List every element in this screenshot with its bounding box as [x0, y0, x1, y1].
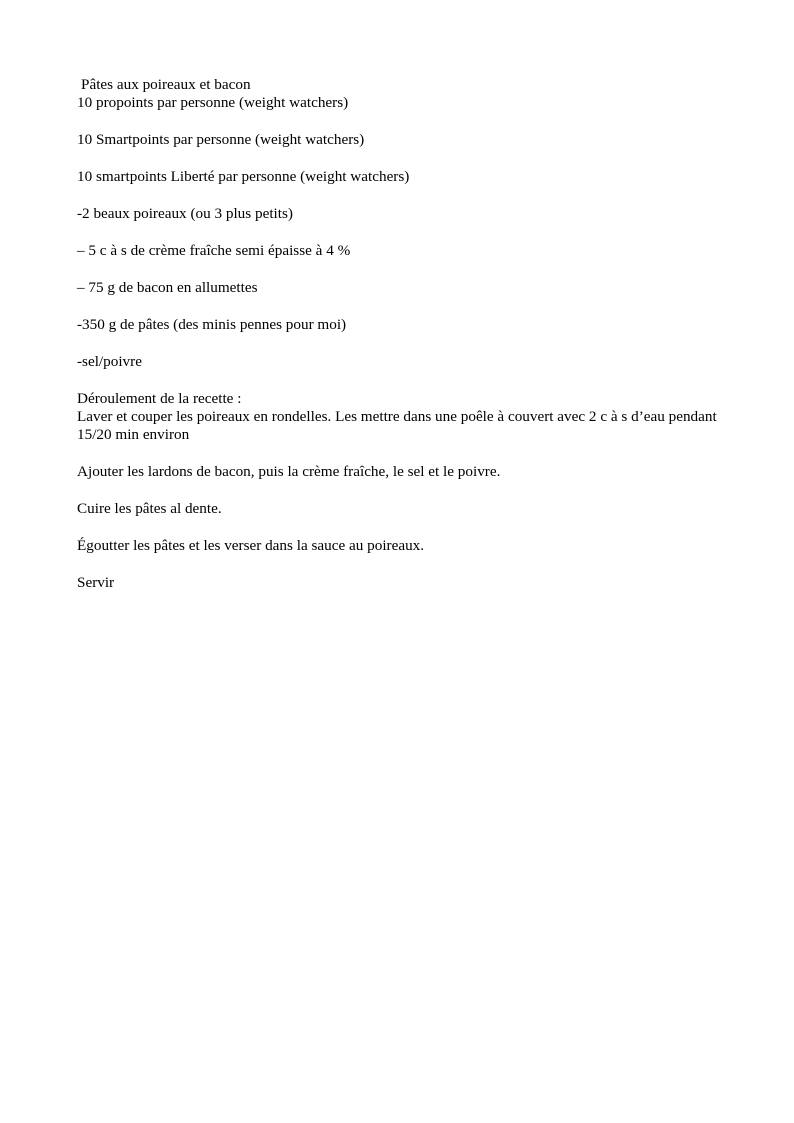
ingredient-item: -2 beaux poireaux (ou 3 plus petits) [77, 205, 293, 222]
document-page [77, 76, 721, 592]
points-propoints: 10 propoints par personne (weight watchers) [77, 94, 349, 111]
method-step: Égoutter les pâtes et les verser dans la sauce au poireaux. [77, 537, 425, 554]
method-step: Laver et couper les poireaux en rondelles. Les mettre dans une poêle à couvert avec 2 c à s d’eau pendant 15/20 min environ [77, 408, 721, 443]
method-step: Ajouter les lardons de bacon, puis la crème fraîche, le sel et le poivre. [77, 463, 501, 480]
method-heading: Déroulement de la recette : [77, 390, 242, 407]
ingredient-item: -350 g de pâtes (des minis pennes pour moi) [77, 316, 347, 333]
ingredient-item: – 5 c à s de crème fraîche semi épaisse à 4 % [77, 242, 351, 259]
points-smartpoints-liberte: 10 smartpoints Liberté par personne (weight watchers) [77, 168, 410, 185]
recipe-title: Pâtes aux poireaux et bacon [81, 76, 251, 93]
method-step: Cuire les pâtes al dente. [77, 500, 222, 517]
points-smartpoints: 10 Smartpoints par personne (weight watchers) [77, 131, 365, 148]
method-step: Servir [77, 574, 115, 591]
ingredient-item: – 75 g de bacon en allumettes [77, 279, 258, 296]
ingredient-item: -sel/poivre [77, 353, 142, 370]
